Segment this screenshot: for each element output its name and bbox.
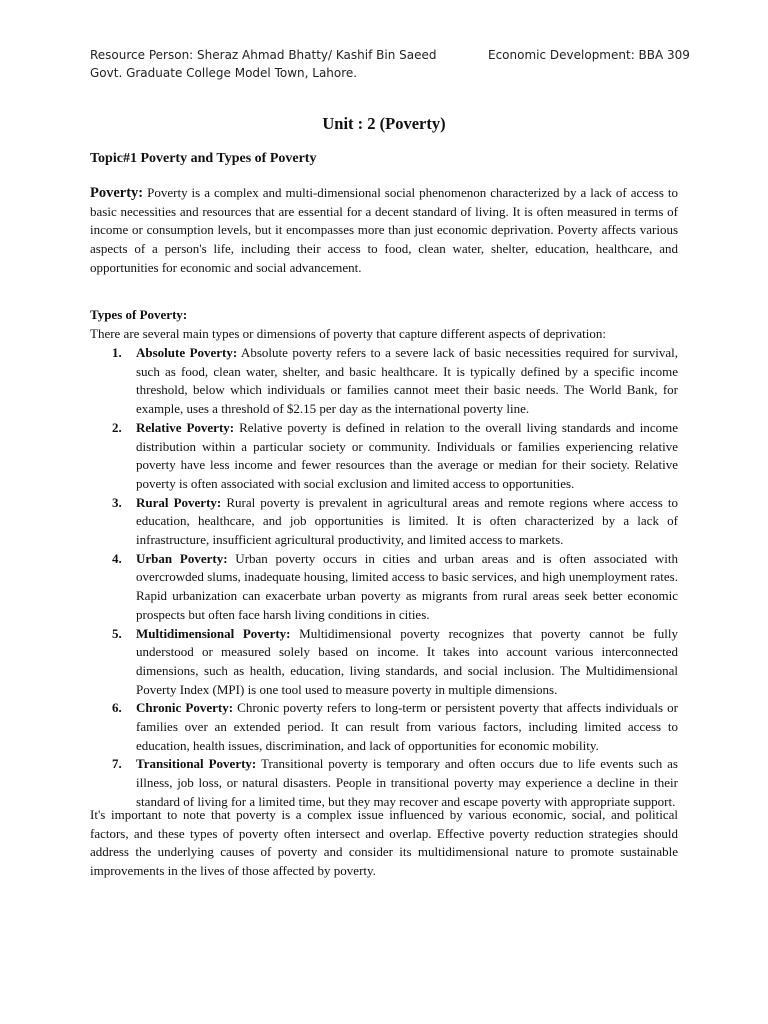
college-line: Govt. Graduate College Model Town, Lahore. [90,66,358,80]
list-number: 2. [112,419,122,435]
list-number: 4. [112,550,122,566]
list-number: 7. [112,756,122,772]
list-item [90,550,678,625]
list-number: 6. [112,700,122,716]
list-item [90,699,678,755]
list-text: Urban poverty occurs in cities and urban areas and is often associated with overcrowded slums, inadequate housing, limited access to basic services, and high unemployment rates. Rapid urbanization can exacerbate urban poverty as migrants from rural areas seek better economic prospects but often face harsh living conditions in cities. [136,550,678,622]
list-text: Chronic poverty refers to long-term or persistent poverty that affects individuals or families over an extended period. It can result from various factors, including limited access to education, health issues, discrimination, and lack of opportunities for economic mobility. [136,700,679,753]
list-text: Rural poverty is prevalent in agricultural areas and remote regions where access to education, healthcare, and job opportunities is limited. It is often characterized by a lack of infrastructure, insufficient agricultural productivity, and limited access to markets. [136,494,678,548]
list-term: Urban Poverty: [136,550,228,566]
list-text: Multidimensional poverty recognizes that poverty cannot be fully understood or measured solely based on income. It takes into account various interconnected dimensions, such as health, education, living standards, and social inclusion. The Multidimensional Poverty Index (MPI) is one tool used to measure poverty in multiple dimensions. [136,625,678,697]
list-term: Chronic Poverty: [136,700,234,716]
list-term: Rural Poverty: [136,494,222,510]
poverty-types-list [90,344,678,812]
list-term: Multidimensional Poverty: [136,625,291,641]
types-intro: There are several main types or dimensions of poverty that capture different aspects of deprivation: [90,326,606,341]
list-term: Absolute Poverty: [136,345,238,360]
list-text: Relative poverty is defined in relation to the overall living standards and income distribution within a particular society or community. Individuals or families experiencing relative poverty have less income and fewer resources than the average or median for their society. Relative poverty is often associated with social exclusion and limited access to opportunities. [136,419,678,491]
list-number: 1. [112,345,122,360]
definition-term: Poverty: [90,185,144,201]
list-item [90,494,678,550]
list-number: 3. [112,494,122,510]
list-term: Transitional Poverty: [136,756,257,772]
poverty-definition [90,184,678,278]
unit-title: Unit : 2 (Poverty) [322,114,446,133]
types-heading: Types of Poverty: [90,307,188,322]
topic-heading: Topic#1 Poverty and Types of Poverty [90,151,317,166]
definition-text: Poverty is a complex and multi-dimensional social phenomenon characterized by a lack of access to basic necessities and resources that are essential for a decent standard of living. It is often measured in terms of income or consumption levels, but it encompasses more than just economic deprivation. Poverty affects various aspects of a person's life, including their access to food, clean water, shelter, education, healthcare, and opportunities for economic and social advancement. [90,185,678,275]
course-code-header: Economic Development: BBA 309 [488,48,690,62]
list-item [90,419,678,494]
page-header-left [90,46,436,82]
list-term: Relative Poverty: [136,419,235,435]
closing-paragraph: It's important to note that poverty is a complex issue influenced by various economic, social, and political factors, and these types of poverty often intersect and overlap. Effective poverty reduction strategies should address the underlying causes of poverty and consider its multidimensional nature to promote sustainable improvements in the lives of those affected by poverty. [90,807,678,879]
list-item [90,755,678,811]
list-text: Absolute poverty refers to a severe lack of basic necessities required for survival, such as food, clean water, shelter, and basic healthcare. It is typically defined by a specific income threshold, below which individuals or families cannot meet their basic needs. The World Bank, for example, uses a threshold of $2.15 per day as the international poverty line. [136,345,678,417]
list-item [90,625,678,700]
resource-person-line: Resource Person: Sheraz Ahmad Bhatty/ Kashif Bin Saeed [90,48,437,62]
list-number: 5. [112,625,122,641]
list-text: Transitional poverty is temporary and often occurs due to life events such as illness, job loss, or natural disasters. People in transitional poverty may experience a decline in their standard of living for a limited time, but they may recover and escape poverty with appropriate support. [136,756,678,809]
list-item [90,344,678,419]
